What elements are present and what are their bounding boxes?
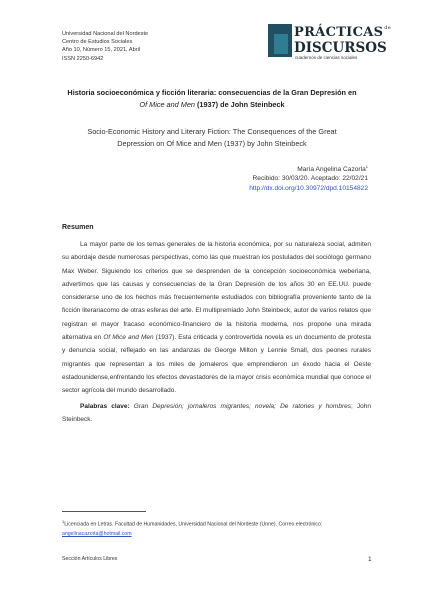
logo-tagline: cuadernos de ciencias sociales xyxy=(295,55,358,60)
section-footer: Sección Artículos Libres xyxy=(62,556,118,562)
abstract-body xyxy=(62,238,371,426)
title-italic: Of Mice and Men xyxy=(139,99,195,109)
logo-mark-inner-icon xyxy=(274,34,288,54)
journal-logo xyxy=(268,24,392,62)
footnote-divider xyxy=(62,511,146,512)
footnote: $^1$Licenciada en Letras. Facultad de Humanidades, Universidad Nacional del Nordeste (Unne). Correo electrónico: angelinacazorla@hotmail.com xyxy=(62,519,323,537)
dates: Recibido: 30/03/20. Aceptado: 22/02/21 xyxy=(252,175,368,183)
keywords: Palabras clave: Gran Depresión; jornaleros migrantes; novela; De ratones y hombres; John Steinbeck. xyxy=(62,402,372,423)
journal-header xyxy=(62,30,148,63)
english-title-line2: Depression on Of Mice and Men (1937) by John Steinbeck xyxy=(117,138,307,148)
abstract-paragraph: La mayor parte de los temas generales de la historia económica, por su naturaleza social, admiten su abordaje desde numerosas perspectivas, como las que muestran los postulados del sociólogo germano Max Weber. Siguiendo los criterios que se desprenden de la concepción socioeconómica weberiana, advertimos que las causas y consecuencias de la Gran Depresión de los años 30 en EE.UU. puede considerarse uno de los hechos más frecuentemente estudiados con bibliografía proveniente tanto de la ficción literariacomo de otras esferas del arte. El multipremiado John Steinbeck, autor de varios relatos que registran el mayor fracaso económico-financiero de la historia moderna, nos propone una mirada alternativa en Of Mice and Men (1937). Esta criticada y controvertida novela es un documento de protesta y denuncia social, reflejado en las andanzas de George Milton y Lennie Small, dos peones rurales migrantes que representan a los miles de jornaleros que emprendieron un éxodo hacia el Oeste estadounidense,enfrentando los efectos devastadores de la mayor crisis económica mundial que conoce el sector agrícola del mundo desarrollado. xyxy=(62,241,371,395)
article-title xyxy=(40,87,384,110)
english-title xyxy=(40,126,384,149)
abstract-heading: Resumen xyxy=(62,224,94,231)
header-line: Año 10, Número 15, 2021, Abril xyxy=(62,47,141,54)
logo-line2: DISCURSOS xyxy=(294,40,387,56)
email-link[interactable]: angelinacazorla@hotmail.com xyxy=(62,530,132,537)
english-title-line1: Socio-Economic History and Literary Fiction: The Consequences of the Great xyxy=(87,127,337,136)
logo-line1: $PRÁCTICAS^{de}$ xyxy=(294,25,392,40)
author-block xyxy=(249,162,368,193)
title-line1: Historia socioeconómica y ficción literaria: consecuencias de la Gran Depresión en xyxy=(67,88,357,97)
header-line: ISSN 2250-6942 xyxy=(62,55,104,62)
header-line: Centro de Estudios Sociales xyxy=(62,39,133,46)
title-rest: de John Steinbeck xyxy=(220,99,285,109)
author-name: María Angelina Cazorla$^1$ xyxy=(297,164,368,174)
page-number: 1 xyxy=(368,556,372,563)
doi-link[interactable]: http://dx.doi.org/10.30972/dpd.10154822 xyxy=(249,184,368,192)
header-line: Universidad Nacional del Nordeste xyxy=(62,31,149,37)
title-year: (1937) xyxy=(196,99,219,109)
